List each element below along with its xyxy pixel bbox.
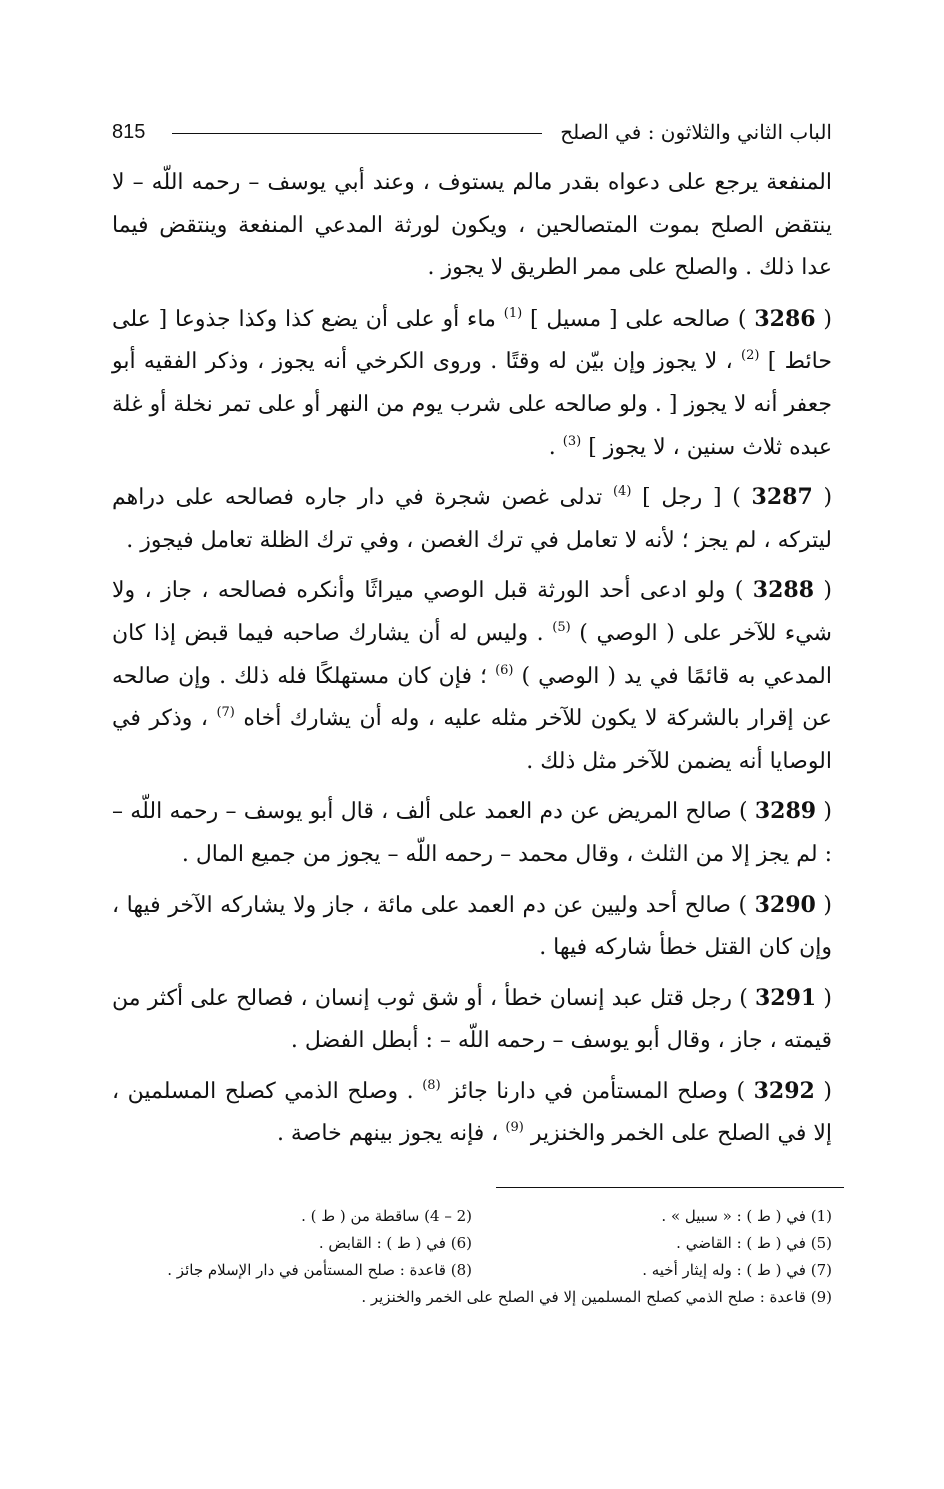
footnote-row — [112, 1230, 832, 1257]
paragraph-text: صالحه على [ مسيل ] — [522, 306, 731, 332]
paragraph-text: صالح المريض عن دم العمد على ألف ، قال أبو يوسف – رحمه اللّه – : لم يجز إلا من الثلث ، وقال محمد – رحمه اللّه – يجوز من جميع المال . — [112, 799, 832, 867]
footnote: (6) في ( ط ) : القابض . — [318, 1234, 472, 1252]
footnote: (1) في ( ط ) : « سبيل » . — [661, 1207, 832, 1225]
running-header — [112, 118, 832, 152]
footnote-ref: (5) — [552, 619, 571, 635]
footnote: (5) في ( ط ) : القاضي . — [676, 1234, 832, 1252]
header-rule — [172, 133, 542, 134]
entry-number: 3292 — [753, 1077, 815, 1104]
footnote-ref: (3) — [562, 433, 582, 449]
main-text — [112, 162, 832, 1156]
paragraph-text: ولو ادعى أحد الورثة قبل الوصي ميراثًا وأنكره فصالحه ، جاز ، ولا شيء للآخر على ( الوصي ) — [112, 578, 832, 646]
footnote: (2 – 4) ساقطة من ( ط ) . — [301, 1207, 472, 1225]
paragraph-text: صالح أحد وليين عن دم العمد على مائة ، جاز ولا يشاركه الآخر فيها ، وإن كان القتل خطأ شاركه فيها . — [112, 892, 832, 961]
paragraph-text: . وصلح الذمي كصلح المسلمين ، إلا في الصلح على الخمر والخنزير — [112, 1078, 832, 1147]
footnote: (9) قاعدة : صلح الذمي كصلح المسلمين إلا في الصلح على الخمر والخنزير . — [361, 1288, 832, 1306]
entry-number: 3286 — [754, 305, 816, 332]
paragraph-text: تدلى غصن شجرة في دار جاره فصالحه على دراهم ليتركه ، لم يجز ؛ لأنه لا تعامل في ترك الغصن ، وفي ترك الظلة تعامل فيجوز . — [112, 485, 832, 553]
paragraph-3289: ( 3289 ) صالح المريض عن دم العمد على ألف ، قال أبو يوسف – رحمه اللّه – : لم يجز إلا من الثلث ، وقال محمد – رحمه اللّه – يجوز من جميع المال . — [112, 798, 832, 867]
paragraph-3292: ( 3292 ) وصلح المستأمن في دارنا جائز $^{(8)}$ . وصلح الذمي كصلح المسلمين ، إلا في الصلح على الخمر والخنزير $^{(9)}$ ، فإنه يجوز بينهم خاصة . — [112, 1077, 832, 1147]
entry-number: 3290 — [754, 891, 816, 918]
paragraph-text: [ رجل ] — [631, 485, 722, 511]
footnote-ref: (8) — [422, 1077, 441, 1093]
footnote-ref: (7) — [216, 705, 235, 721]
paragraph-text: ماء أو على أن يضع كذا وكذا جذوعا [ على حائط ] — [112, 306, 832, 375]
footnote-ref: (6) — [495, 662, 514, 678]
paragraph-text: ، وذكر في الوصايا أنه يضمن للآخر مثل ذلك . — [112, 706, 832, 774]
paragraph-text: وصلح المستأمن في دارنا جائز — [440, 1078, 728, 1104]
paragraph-3286: ( 3286 ) صالحه على [ مسيل ] $^{(1)}$ ماء أو على أن يضع كذا وكذا جذوعا [ على حائط ] $^{(2)}$ ، لا يجوز وإن بيّن له وقتًا . وروى الكرخي أنه يجوز ، وذكر الفقيه أبو جعفر أنه لا يجوز [ . ولو صالحه على شرب يوم من النهر أو على تمر نخلة أو غلة عبده ثلاث سنين ، لا يجوز ] $^{(3)}$ . — [112, 305, 833, 460]
entry-number: 3291 — [754, 984, 817, 1011]
footnote-row — [112, 1203, 832, 1230]
footnote-ref: (2) — [741, 348, 760, 364]
footnotes — [112, 1203, 832, 1311]
footnote-ref: (1) — [503, 305, 523, 321]
paragraph-text: ، فإنه يجوز بينهم خاصة . — [276, 1121, 506, 1147]
entry-number: 3289 — [754, 798, 817, 825]
paragraph-text: ، لا يجوز وإن بيّن له وقتًا . وروى الكرخي أنه يجوز ، وذكر الفقيه أبو جعفر أنه لا يجوز [ . ولو صالحه على شرب يوم من النهر أو على تمر نخلة أو غلة عبده ثلاث سنين ، لا يجوز ] — [112, 349, 832, 460]
footnote: (7) في ( ط ) : وله إيثار أخيه . — [642, 1261, 832, 1279]
footnote-separator — [496, 1187, 844, 1188]
footnote-ref: (4) — [612, 484, 632, 500]
paragraph-3288: ( 3288 ) ولو ادعى أحد الورثة قبل الوصي ميراثًا وأنكره فصالحه ، جاز ، ولا شيء للآخر على ( الوصي ) $^{(5)}$ . وليس له أن يشارك صاحبه فيما قبض إذا كان المدعي به قائمًا في يد ( الوصي ) $^{(6)}$ ؛ فإن كان مستهلكًا فله ذلك . وإن صالحه عن إقرار بالشركة لا يكون للآخر مثله عليه ، وله أن يشارك أخاه $^{(7)}$ ، وذكر في الوصايا أنه يضمن للآخر مثل ذلك . — [112, 577, 833, 774]
page-number: 815 — [112, 121, 146, 143]
paragraph-3290: ( 3290 ) صالح أحد وليين عن دم العمد على مائة ، جاز ولا يشاركه الآخر فيها ، وإن كان القتل خطأ شاركه فيها . — [112, 891, 833, 961]
chapter-title: الباب الثاني والثلاثون : في الصلح — [560, 120, 832, 144]
footnote-ref: (9) — [505, 1120, 524, 1136]
entry-number: 3288 — [752, 577, 815, 604]
entry-number: 3287 — [751, 484, 813, 511]
footnote: (8) قاعدة : صلح المستأمن في دار الإسلام جائز . — [167, 1261, 472, 1279]
footnote-row — [112, 1257, 832, 1284]
paragraph-text: . وليس له أن يشارك صاحبه فيما قبض إذا كان المدعي به قائمًا في يد ( الوصي ) — [112, 620, 832, 689]
paragraph-3291: ( 3291 ) رجل قتل عبد إنسان خطأ ، أو شق ثوب إنسان ، فصالح على أكثر من قيمته ، جاز ، وقال أبو يوسف – رحمه اللّه – : أبطل الفضل . — [112, 984, 832, 1054]
paragraph-intro: المنفعة يرجع على دعواه بقدر مالم يستوف ، وعند أبي يوسف – رحمه اللّه – لا ينتقض الصلح بموت المتصالحين ، ويكون لورثة المدعي المنفعة وينتقض فيما عدا ذلك . والصلح على ممر الطريق لا يجوز . — [112, 170, 832, 281]
paragraph-text: رجل قتل عبد إنسان خطأ ، أو شق ثوب إنسان ، فصالح على أكثر من قيمته ، جاز ، وقال أبو يوسف – رحمه اللّه – : أبطل الفضل . — [112, 985, 832, 1054]
paragraph-3287: ( 3287 ) [ رجل ] $^{(4)}$ تدلى غصن شجرة في دار جاره فصالحه على دراهم ليتركه ، لم يجز ؛ لأنه لا تعامل في ترك الغصن ، وفي ترك الظلة تعامل فيجوز . — [112, 484, 833, 553]
paragraph-text: . — [548, 434, 563, 460]
paragraph-text: ؛ فإن كان مستهلكًا فله ذلك . وإن صالحه عن إقرار بالشركة لا يكون للآخر مثله عليه ، وله أن يشارك أخاه — [112, 663, 832, 732]
